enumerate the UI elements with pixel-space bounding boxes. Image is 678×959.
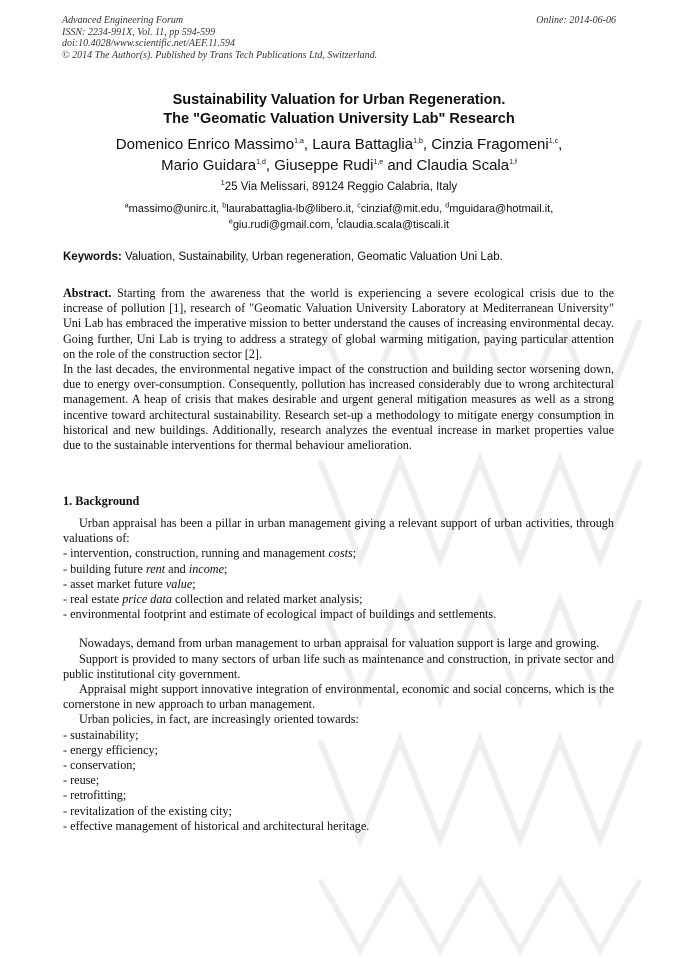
author-name: Cinzia Fragomeni [431, 136, 549, 153]
email-link[interactable]: cinziaf@mit.edu, [360, 203, 443, 215]
author-sup: 1,d [256, 159, 266, 166]
email-link[interactable]: laurabattaglia-lb@libero.it, [226, 203, 355, 215]
paragraph: Nowadays, demand from urban management to urban appraisal for valuation support is large and growing. [79, 636, 600, 651]
list-item: - sustainability; [63, 727, 139, 742]
keywords [63, 250, 623, 265]
email-sup: f [336, 218, 339, 226]
abstract-paragraph-2: In the last decades, the environmental negative impact of the construction and building sector worsening down, due to energy over-consumption. Consequently, pollution has increased considerably due to wrong architectural management. A heap of crisis that makes desirable and urgent general mitigation measures as well as a strong incentive toward architectural sustainability. Research set-up a methodology to mitigate energy consumption in historical and new buildings. Additionally, research analyzes the eventual increase in market properties value due to the sustainable interventions for thermal behaviour amelioration. [63, 362, 614, 453]
affiliation-text: 25 Via Melissari, 89124 Reggio Calabria, Italy [224, 181, 458, 193]
abstract [63, 286, 614, 453]
list-text: - intervention, construction, running and management [63, 546, 329, 561]
author-name: Laura Battaglia [312, 136, 414, 153]
journal-doi: doi:10.4028/www.scientific.net/AEF.11.594 [62, 38, 236, 49]
list-text: and [165, 561, 189, 576]
section-background [63, 494, 614, 834]
list-item: - retrofitting; [63, 788, 127, 803]
author-sup: 1,b [413, 138, 423, 145]
email-link[interactable]: massimo@unirc.it, [128, 203, 220, 215]
list-item: - reuse; [63, 773, 100, 788]
journal-copyright: © 2014 The Author(s). Published by Trans Tech Publications Ltd, Switzerland. [62, 49, 378, 61]
list-text: ; [192, 576, 196, 591]
list-item [63, 546, 614, 561]
email-link[interactable]: mguidara@hotmail.it, [449, 203, 554, 215]
email-link[interactable]: giu.rudi@gmail.com, [232, 219, 334, 231]
list-text: - building future [63, 561, 146, 576]
section-heading: 1. Background [63, 494, 140, 508]
list-text: - asset market future [63, 576, 166, 591]
list-item: - revitalization of the existing city; [63, 803, 232, 818]
list-emphasis: price data [122, 592, 172, 607]
list-item [63, 562, 614, 577]
list-emphasis: costs [328, 546, 353, 561]
author-sup: 1,f [509, 159, 517, 166]
author-name: Mario Guidara [161, 157, 257, 174]
list-emphasis: value [165, 576, 193, 591]
list-item: - conservation; [63, 758, 136, 773]
email-sup: b [222, 202, 227, 210]
abstract-text: Starting from the awareness that the world is experiencing a severe ecological crisis due to the increase of pollution [1], research of "Geomatic Valuation University Laboratory at Mediterranean University" Uni Lab has embraced the imperative mission to better understand the causes of increasing environmental decay. Going further, Uni Lab is trying to address a strategy of global warming mitigation, paying particular attention on the role of the construction sector [2]. [63, 286, 615, 361]
author-and: and [387, 157, 413, 174]
email-sup: a [124, 202, 129, 210]
author-emails [40, 201, 638, 233]
journal-header [62, 15, 616, 61]
title-line-2: The "Geomatic Valuation University Lab" Research [163, 111, 515, 127]
email-line-2 [40, 217, 638, 233]
journal-name: Advanced Engineering Forum [62, 15, 184, 26]
list-item [63, 592, 614, 607]
journal-issn: ISSN: 2234-991X, Vol. 11, pp 594-599 [62, 26, 216, 38]
online-date: Online: 2014-06-06 [536, 15, 616, 26]
paragraph: Support is provided to many sectors of urban life such as maintenance and construction, in private sector and public institutional city government. [63, 651, 614, 681]
email-sup: e [228, 218, 233, 226]
list-item: - effective management of historical and architectural heritage. [63, 818, 370, 833]
abstract-label: Abstract. [63, 286, 112, 300]
list-text: ; [352, 546, 357, 561]
keywords-label: Keywords: [63, 251, 122, 263]
author-name: Giuseppe Rudi [274, 157, 374, 174]
list-item: - environmental footprint and estimate of ecological impact of buildings and settlements. [63, 607, 497, 622]
list-text: - real estate [63, 592, 123, 607]
list-emphasis: rent [145, 561, 166, 576]
affiliation [40, 180, 638, 195]
author-sup: 1,c [548, 138, 559, 145]
affiliation-sup: 1 [220, 180, 225, 188]
author-name: Claudia Scala [416, 157, 510, 174]
author-line-1: Domenico Enrico Massimo$^{1,a}$, Laura Battaglia$^{1,b}$, Cinzia Fragomeni$^{1,c}$, [115, 136, 563, 153]
email-line-1 [40, 201, 638, 217]
email-sup: c [357, 202, 361, 210]
list-item: - energy efficiency; [63, 742, 158, 757]
spacer [63, 622, 614, 636]
list-emphasis: income [188, 561, 225, 576]
author-name: Domenico Enrico Massimo [115, 136, 295, 153]
title-line-1: Sustainability Valuation for Urban Regeneration. [172, 92, 506, 108]
author-sup: 1,a [294, 138, 304, 145]
author-sup: 1,e [373, 159, 384, 166]
abstract-paragraph-1 [63, 286, 614, 362]
author-list [40, 134, 638, 176]
paragraph: Urban policies, in fact, are increasingly oriented towards: [79, 712, 359, 727]
paper-title [40, 91, 638, 129]
email-link[interactable]: claudia.scala@tiscali.it [338, 219, 450, 231]
list-text: ; [224, 561, 228, 576]
list-text: collection and related market analysis; [171, 592, 363, 607]
keywords-text: Valuation, Sustainability, Urban regeneration, Geomatic Valuation Uni Lab. [125, 251, 503, 263]
email-sup: d [445, 202, 450, 210]
paragraph: Appraisal might support innovative integration of environmental, economic and social concerns, which is the cornerstone in new approach to urban management. [63, 682, 614, 712]
paragraph: Urban appraisal has been a pillar in urban management giving a relevant support of urban activities, through valuations of: [63, 516, 614, 546]
list-item [63, 577, 614, 592]
author-line-2: Mario Guidara$^{1,d}$, Giuseppe Rudi$^{1,e}$ and Claudia Scala$^{1,f}$ [161, 157, 517, 174]
